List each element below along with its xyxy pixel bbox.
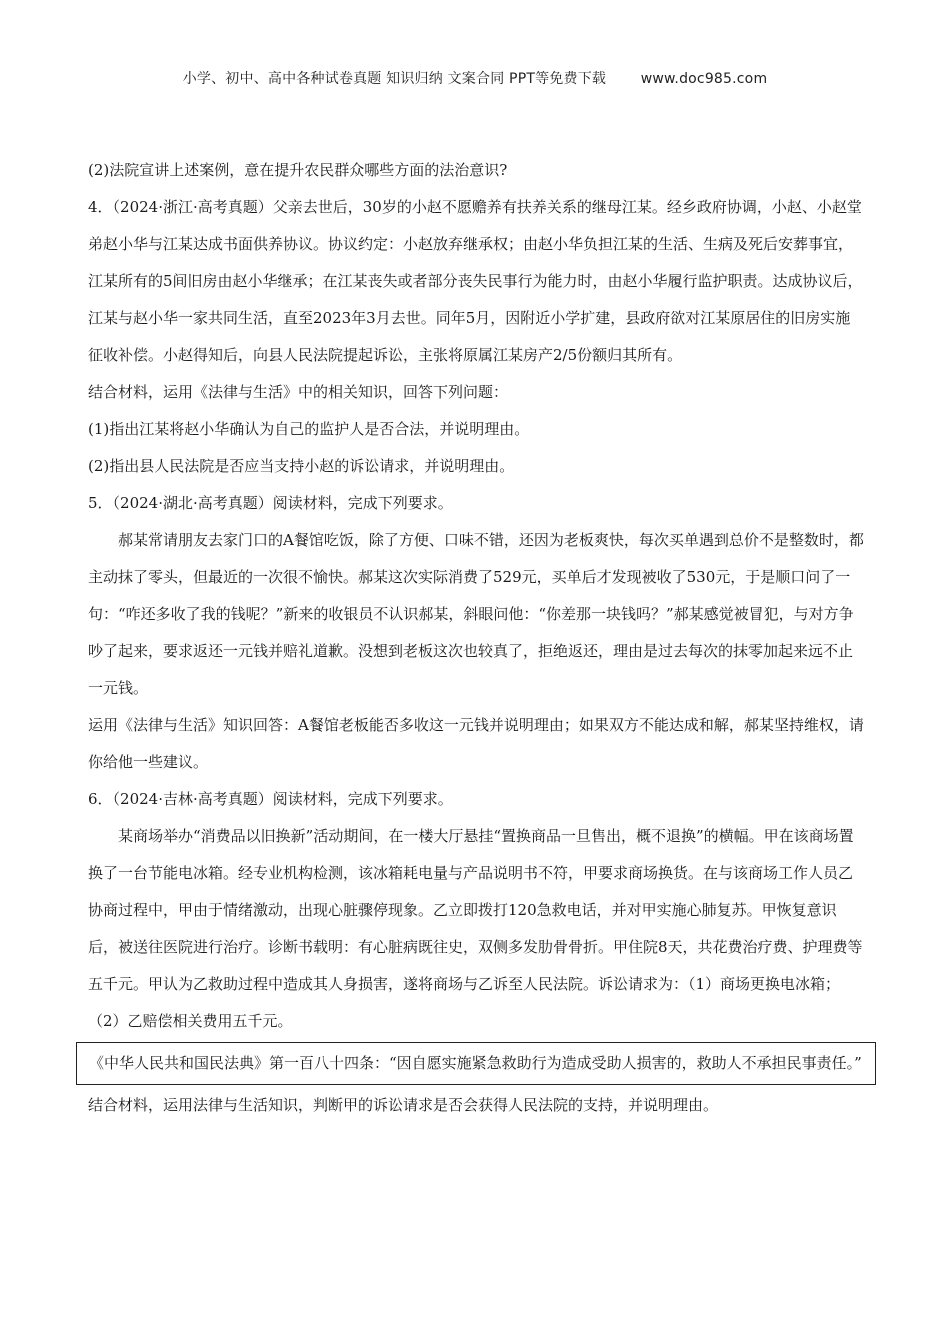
q4-instruction: 结合材料，运用《法律与生活》中的相关知识，回答下列问题： bbox=[88, 383, 509, 401]
q4-stem: 4．（2024·浙江·高考真题）父亲去世后，30岁的小赵不愿赡养有扶养关系的继母江某。经乡政府协调，小赵、小赵堂弟赵小华与江某达成书面供养协议。协议约定：小赵放弃继承权；由赵小华负担江某的生活、生病及死后安葬事宜，江某所有的5间旧房由赵小华继承；在江某丧失或者部分丧失民事行为能力时，由赵小华履行监护职责。达成协议后，江某与赵小华一家共同生活，直至2023年3月去世。同年5月，因附近小学扩建，县政府欲对江某原居住的旧房实施征收补偿。小赵得知后，向县人民法院提起诉讼，主张将原属江某房产2/5份额归其所有。 bbox=[88, 198, 863, 364]
q4-part1: (1)指出江某将赵小华确认为自己的监护人是否合法，并说明理由。 bbox=[88, 420, 530, 438]
q5-stem: 5．（2024·湖北·高考真题）阅读材料，完成下列要求。 bbox=[88, 494, 453, 512]
document-body bbox=[88, 152, 864, 1124]
q6-material: 某商场举办“消费品以旧换新”活动期间，在一楼大厅悬挂“置换商品一旦售出，概不退换”的横幅。甲在该商场置换了一台节能电冰箱。经专业机构检测，该冰箱耗电量与产品说明书不符，甲要求商场换货。在与该商场工作人员乙协商过程中，甲由于情绪激动，出现心脏骤停现象。乙立即拨打120急救电话，并对甲实施心肺复苏。甲恢复意识后，被送往医院进行治疗。诊断书载明：有心脏病既往史，双侧多发肋骨骨折。甲住院8天，共花费治疗费、护理费等五千元。甲认为乙救助过程中造成其人身损害，遂将商场与乙诉至人民法院。诉讼请求为：（1）商场更换电冰箱；（2）乙赔偿相关费用五千元。 bbox=[88, 827, 863, 1030]
q3-part2: (2)法院宣讲上述案例，意在提升农民群众哪些方面的法治意识? bbox=[88, 161, 508, 179]
q4-part2: (2)指出县人民法院是否应当支持小赵的诉讼请求，并说明理由。 bbox=[88, 457, 515, 475]
q6-question: 结合材料，运用法律与生活知识，判断甲的诉讼请求是否会获得人民法院的支持，并说明理由。 bbox=[88, 1096, 719, 1114]
q5-question: 运用《法律与生活》知识回答：A餐馆老板能否多收这一元钱并说明理由；如果双方不能达成和解，郝某坚持维权，请你给他一些建议。 bbox=[88, 716, 864, 771]
q6-stem: 6．（2024·吉林·高考真题）阅读材料，完成下列要求。 bbox=[88, 790, 453, 808]
page-header bbox=[0, 68, 950, 88]
header-url[interactable]: www.doc985.com bbox=[640, 71, 768, 87]
q5-material: 郝某常请朋友去家门口的A餐馆吃饭，除了方便、口味不错，还因为老板爽快，每次买单遇到总价不是整数时，都主动抹了零头，但最近的一次很不愉快。郝某这次实际消费了529元，买单后才发现被收了530元，于是顺口问了一句：“咋还多收了我的钱呢？”新来的收银员不认识郝某，斜眼问他：“你差那一块钱吗？”郝某感觉被冒犯，与对方争吵了起来，要求返还一元钱并赔礼道歉。没想到老板这次也较真了，拒绝返还，理由是过去每次的抹零加起来远不止一元钱。 bbox=[88, 531, 864, 697]
q6-law-box: 《中华人民共和国民法典》第一百八十四条：“因自愿实施紧急救助行为造成受助人损害的，救助人不承担民事责任。” bbox=[76, 1042, 876, 1085]
header-text: 小学、初中、高中各种试卷真题 知识归纳 文案合同 PPT等免费下载 bbox=[182, 71, 607, 87]
